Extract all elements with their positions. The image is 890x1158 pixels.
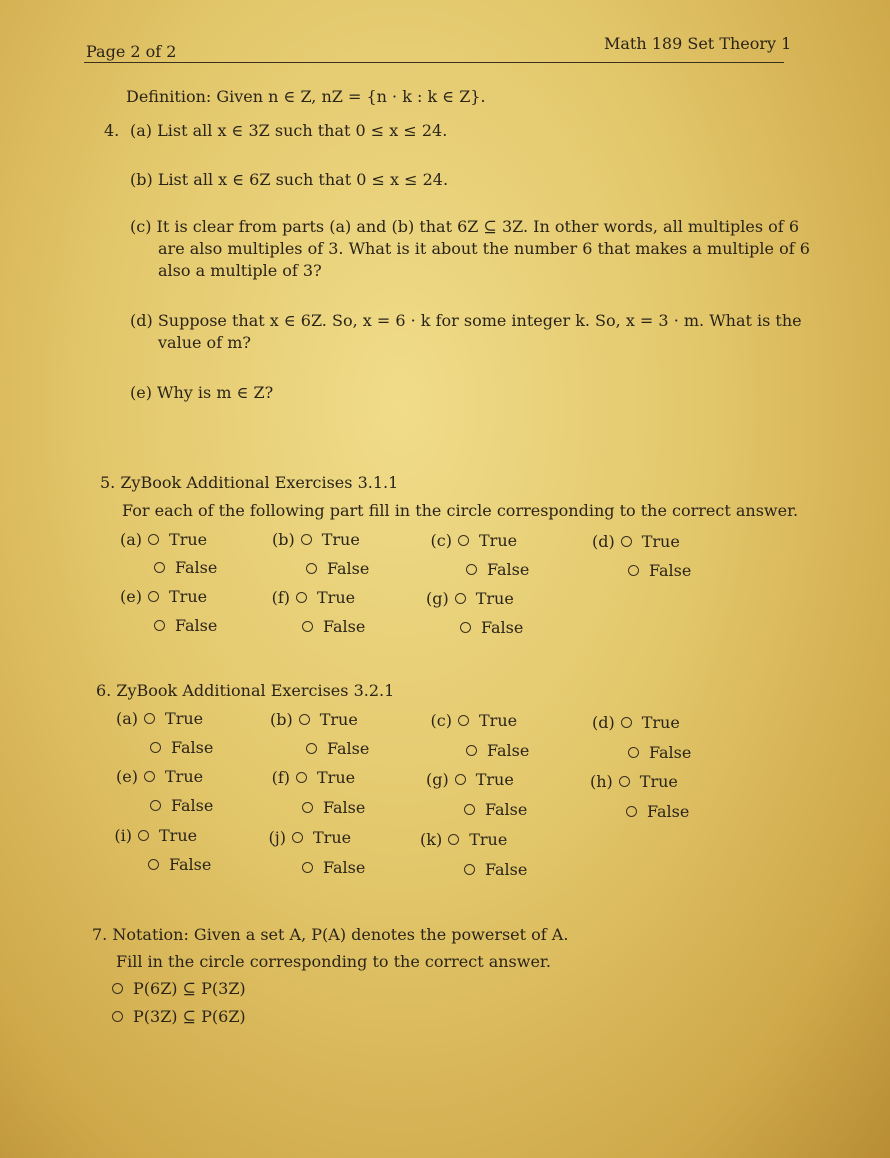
page-number: Page 2 of 2 (86, 42, 177, 61)
radio-circle-icon[interactable] (466, 745, 477, 756)
part-label: (a) (120, 530, 143, 549)
part-label: (d) (592, 532, 615, 551)
q5-a-true[interactable] (120, 530, 207, 549)
q5-b-false[interactable] (272, 559, 369, 578)
option-label: False (323, 858, 366, 877)
q6-h-false[interactable] (592, 802, 689, 821)
radio-circle-icon[interactable] (460, 622, 471, 633)
header-rule (84, 62, 784, 63)
radio-circle-icon[interactable] (306, 563, 317, 574)
q5-instructions: For each of the following part fill in the circle corresponding to the correct answer. (122, 501, 799, 520)
option-label: True (479, 531, 518, 550)
option-label: False (169, 855, 212, 874)
option-label: False (487, 741, 530, 760)
option-label: False (481, 618, 524, 637)
option-label: True (479, 711, 518, 730)
q5-b-true[interactable] (272, 530, 360, 549)
part-label: (f) (271, 588, 290, 607)
radio-circle-icon[interactable] (621, 717, 632, 728)
option-label: True (475, 770, 514, 789)
part-label: (b) (272, 530, 295, 549)
option-label: True (317, 588, 356, 607)
q6-j-false[interactable] (268, 858, 365, 877)
q6-d-true[interactable] (592, 713, 680, 732)
part-label: (c) (430, 531, 452, 550)
q7-instructions: Fill in the circle corresponding to the correct answer. (116, 952, 551, 971)
option-label: False (327, 739, 370, 758)
q4-part-e: (e) Why is m ∈ Z? (130, 383, 274, 402)
option-label: False (649, 561, 692, 580)
option-label: False (485, 800, 528, 819)
option-label: False (647, 802, 690, 821)
radio-circle-icon[interactable] (455, 593, 466, 604)
option-label: False (487, 560, 530, 579)
q4-part-c-line3: also a multiple of 3? (158, 261, 322, 280)
radio-circle-icon[interactable] (296, 772, 307, 783)
q4-part-d-line2: value of m? (158, 333, 251, 352)
course-title: Math 189 Set Theory 1 (604, 34, 792, 53)
q6-e-true[interactable] (116, 767, 203, 786)
radio-circle-icon[interactable] (466, 564, 477, 575)
option-label: True (169, 530, 208, 549)
radio-circle-icon[interactable] (458, 535, 469, 546)
part-label: (b) (270, 710, 293, 729)
q5-e-true[interactable] (120, 587, 207, 606)
option-label: True (319, 710, 358, 729)
q6-b-false[interactable] (272, 739, 369, 758)
part-label: (c) (430, 711, 452, 730)
q4-part-b: (b) List all x ∈ 6Z such that 0 ≤ x ≤ 24. (130, 170, 449, 189)
option-label: True (641, 532, 680, 551)
radio-circle-icon[interactable] (144, 713, 155, 724)
option-label: False (171, 796, 214, 815)
radio-circle-icon[interactable] (301, 534, 312, 545)
q4-part-c-line2: are also multiples of 3. What is it about the number 6 that makes a multiple of 6 (158, 239, 810, 258)
q5-f-false[interactable] (268, 617, 365, 636)
q6-k-true[interactable] (420, 830, 507, 849)
radio-circle-icon[interactable] (296, 592, 307, 603)
radio-circle-icon[interactable] (628, 747, 639, 758)
q6-a-true[interactable] (116, 709, 203, 728)
option-label: True (317, 768, 356, 787)
q6-a-false[interactable] (116, 738, 213, 757)
q6-d-false[interactable] (594, 743, 691, 762)
q6-e-false[interactable] (116, 796, 213, 815)
q6-i-true[interactable] (110, 826, 197, 845)
option-label: True (159, 826, 198, 845)
q7-notation: 7. Notation: Given a set A, P(A) denotes the powerset of A. (92, 925, 569, 944)
q6-k-false[interactable] (430, 860, 527, 879)
q5-f-true[interactable] (268, 588, 355, 607)
q4-part-d-line1: (d) Suppose that x ∈ 6Z. So, x = 6 · k for some integer k. So, x = 3 · m. What is the (130, 311, 802, 330)
radio-circle-icon[interactable] (112, 983, 123, 994)
q6-j-true[interactable] (264, 828, 351, 847)
option-label: False (323, 617, 366, 636)
q6-c-true[interactable] (430, 711, 517, 730)
radio-circle-icon[interactable] (302, 862, 313, 873)
option-label: True (313, 828, 352, 847)
part-label: (k) (420, 830, 443, 849)
radio-circle-icon[interactable] (148, 859, 159, 870)
option-label: False (175, 558, 218, 577)
radio-circle-icon[interactable] (306, 743, 317, 754)
radio-circle-icon[interactable] (626, 806, 637, 817)
radio-circle-icon[interactable] (292, 832, 303, 843)
option-label: True (321, 530, 360, 549)
radio-circle-icon[interactable] (154, 562, 165, 573)
radio-circle-icon[interactable] (112, 1011, 123, 1022)
radio-circle-icon[interactable] (299, 714, 310, 725)
q5-title: 5. ZyBook Additional Exercises 3.1.1 (100, 473, 399, 492)
q6-b-true[interactable] (270, 710, 358, 729)
option-label: True (165, 767, 204, 786)
q7-option-2[interactable] (106, 1007, 246, 1026)
option-label: False (175, 616, 218, 635)
q6-g-false[interactable] (430, 800, 527, 819)
radio-circle-icon[interactable] (448, 834, 459, 845)
radio-circle-icon[interactable] (154, 620, 165, 631)
option-label: True (475, 589, 514, 608)
option-label: True (641, 713, 680, 732)
definition: Definition: Given n ∈ Z, nZ = {n · k : k ∈ Z}. (126, 87, 486, 106)
q6-c-false[interactable] (432, 741, 529, 760)
q5-c-true[interactable] (430, 531, 517, 550)
radio-circle-icon[interactable] (628, 565, 639, 576)
q6-g-true[interactable] (426, 770, 514, 789)
radio-circle-icon[interactable] (302, 621, 313, 632)
q6-f-false[interactable] (268, 798, 365, 817)
option-label: P(3Z) ⊆ P(6Z) (133, 1007, 246, 1026)
part-label: (g) (426, 770, 449, 789)
part-label: (d) (592, 713, 615, 732)
q6-h-true[interactable] (590, 772, 678, 791)
radio-circle-icon[interactable] (148, 591, 159, 602)
q4-part-a: (a) List all x ∈ 3Z such that 0 ≤ x ≤ 24. (130, 121, 448, 140)
part-label: (g) (426, 589, 449, 608)
q5-g-false[interactable] (426, 618, 523, 637)
q7-option-1[interactable] (106, 979, 246, 998)
option-label: P(6Z) ⊆ P(3Z) (133, 979, 246, 998)
radio-circle-icon[interactable] (458, 715, 469, 726)
part-label: (f) (271, 768, 290, 787)
q5-g-true[interactable] (426, 589, 514, 608)
radio-circle-icon[interactable] (464, 804, 475, 815)
part-label: (e) (116, 767, 138, 786)
radio-circle-icon[interactable] (464, 864, 475, 875)
part-label: (j) (268, 828, 286, 847)
radio-circle-icon[interactable] (148, 534, 159, 545)
radio-circle-icon[interactable] (619, 776, 630, 787)
option-label: True (165, 709, 204, 728)
part-label: (e) (120, 587, 142, 606)
option-label: False (485, 860, 528, 879)
option-label: True (469, 830, 508, 849)
radio-circle-icon[interactable] (621, 536, 632, 547)
q4-number: 4. (104, 121, 120, 140)
option-label: False (171, 738, 214, 757)
radio-circle-icon[interactable] (150, 742, 161, 753)
option-label: False (323, 798, 366, 817)
q6-f-true[interactable] (268, 768, 355, 787)
radio-circle-icon[interactable] (302, 802, 313, 813)
q5-d-false[interactable] (594, 561, 691, 580)
q5-a-false[interactable] (120, 558, 217, 577)
option-label: True (639, 772, 678, 791)
option-label: False (327, 559, 370, 578)
q5-d-true[interactable] (592, 532, 680, 551)
radio-circle-icon[interactable] (455, 774, 466, 785)
part-label: (h) (590, 772, 613, 791)
q5-c-false[interactable] (432, 560, 529, 579)
q5-e-false[interactable] (120, 616, 217, 635)
radio-circle-icon[interactable] (150, 800, 161, 811)
radio-circle-icon[interactable] (144, 771, 155, 782)
q6-title: 6. ZyBook Additional Exercises 3.2.1 (96, 681, 395, 700)
q6-i-false[interactable] (114, 855, 211, 874)
radio-circle-icon[interactable] (138, 830, 149, 841)
option-label: False (649, 743, 692, 762)
part-label: (a) (116, 709, 139, 728)
part-label: (i) (114, 826, 132, 845)
q4-part-c-line1: (c) It is clear from parts (a) and (b) that 6Z ⊆ 3Z. In other words, all multiples of 6 (130, 217, 799, 236)
option-label: True (169, 587, 208, 606)
